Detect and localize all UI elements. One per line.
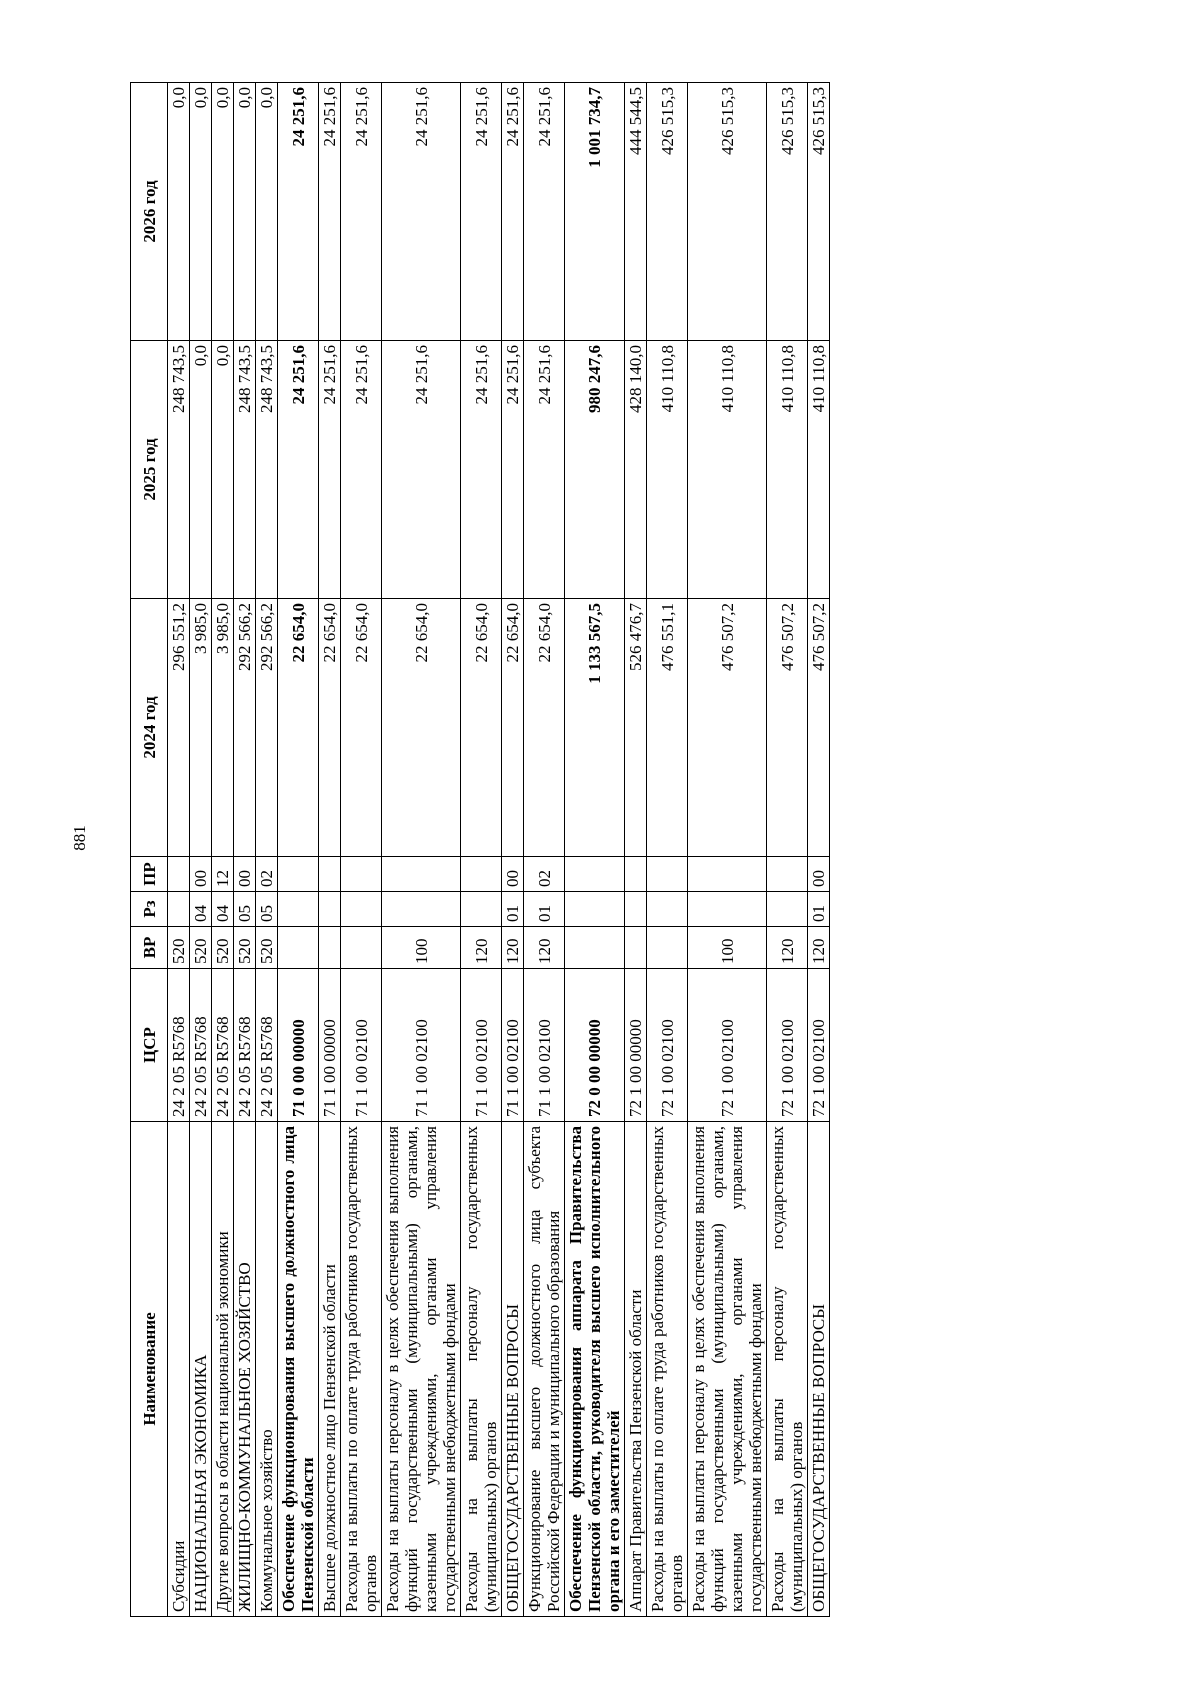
cell-vr: [278, 927, 319, 969]
cell-vr: 520: [168, 927, 190, 969]
cell-2025: 24 251,6: [382, 341, 461, 599]
cell-csr: 71 1 00 02100: [524, 969, 565, 1122]
table-row: [341, 83, 382, 1617]
cell-2024: 476 507,2: [688, 599, 767, 857]
cell-2024: 1 133 567,5: [565, 599, 625, 857]
cell-csr: 71 1 00 02100: [341, 969, 382, 1122]
table-row: [808, 83, 830, 1617]
cell-csr: 24 2 05 R5768: [256, 969, 278, 1122]
cell-rz: 05: [234, 892, 256, 927]
cell-pr: [382, 857, 461, 892]
cell-2024: 22 654,0: [278, 599, 319, 857]
cell-2024: 292 566,2: [234, 599, 256, 857]
cell-2025: 24 251,6: [524, 341, 565, 599]
cell-2024: 476 507,2: [808, 599, 830, 857]
page-number: 881: [70, 825, 89, 851]
cell-rz: 05: [256, 892, 278, 927]
cell-2025: 24 251,6: [319, 341, 341, 599]
cell-pr: [341, 857, 382, 892]
cell-rz: [625, 892, 647, 927]
table-row: [382, 83, 461, 1617]
cell-pr: [278, 857, 319, 892]
cell-csr: 72 1 00 00000: [625, 969, 647, 1122]
cell-name: Функционирование высшего должностного лица субъекта Российской Федерации и муниципального образования: [524, 1122, 565, 1617]
cell-2026: 0,0: [234, 83, 256, 341]
cell-csr: 24 2 05 R5768: [212, 969, 234, 1122]
table-row: [256, 83, 278, 1617]
cell-2025: 980 247,6: [565, 341, 625, 599]
cell-csr: 71 1 00 02100: [461, 969, 502, 1122]
cell-name: Обеспечение функционирования высшего должностного лица Пензенской области: [278, 1122, 319, 1617]
cell-2026: 426 515,3: [688, 83, 767, 341]
cell-2024: 476 507,2: [767, 599, 808, 857]
cell-2024: 296 551,2: [168, 599, 190, 857]
cell-2026: 24 251,6: [319, 83, 341, 341]
cell-2026: 24 251,6: [382, 83, 461, 341]
cell-name: Другие вопросы в области национальной экономики: [212, 1122, 234, 1617]
cell-2025: 410 110,8: [647, 341, 688, 599]
cell-2025: 410 110,8: [808, 341, 830, 599]
cell-2026: 24 251,6: [502, 83, 524, 341]
cell-2025: 248 743,5: [168, 341, 190, 599]
cell-vr: 520: [256, 927, 278, 969]
cell-pr: 12: [212, 857, 234, 892]
cell-csr: 24 2 05 R5768: [168, 969, 190, 1122]
cell-csr: 24 2 05 R5768: [234, 969, 256, 1122]
cell-csr: 72 1 00 02100: [808, 969, 830, 1122]
header-vr: ВР: [131, 927, 168, 969]
cell-rz: [688, 892, 767, 927]
cell-csr: 71 0 00 00000: [278, 969, 319, 1122]
budget-table: [130, 82, 830, 1617]
cell-pr: [647, 857, 688, 892]
cell-csr: 72 1 00 02100: [688, 969, 767, 1122]
cell-pr: [319, 857, 341, 892]
cell-2026: 24 251,6: [461, 83, 502, 341]
cell-2026: 24 251,6: [524, 83, 565, 341]
cell-pr: 02: [256, 857, 278, 892]
cell-2025: 24 251,6: [461, 341, 502, 599]
cell-2026: 0,0: [256, 83, 278, 341]
cell-2024: 526 476,7: [625, 599, 647, 857]
table-row: [319, 83, 341, 1617]
cell-rz: 01: [502, 892, 524, 927]
cell-name: Аппарат Правительства Пензенской области: [625, 1122, 647, 1617]
cell-2024: 3 985,0: [190, 599, 212, 857]
cell-2026: 0,0: [168, 83, 190, 341]
cell-vr: 520: [234, 927, 256, 969]
table-row: [524, 83, 565, 1617]
table-row: [565, 83, 625, 1617]
table-row: [688, 83, 767, 1617]
cell-2024: 22 654,0: [524, 599, 565, 857]
cell-2026: 444 544,5: [625, 83, 647, 341]
cell-vr: [319, 927, 341, 969]
table-row: [461, 83, 502, 1617]
cell-rz: [319, 892, 341, 927]
cell-2025: 24 251,6: [278, 341, 319, 599]
cell-name: Расходы на выплаты персоналу государственных (муниципальных) органов: [461, 1122, 502, 1617]
cell-2025: 428 140,0: [625, 341, 647, 599]
cell-csr: 72 1 00 02100: [767, 969, 808, 1122]
cell-2025: 248 743,5: [256, 341, 278, 599]
cell-name: ОБЩЕГОСУДАРСТВЕННЫЕ ВОПРОСЫ: [808, 1122, 830, 1617]
cell-vr: 120: [767, 927, 808, 969]
cell-rz: [278, 892, 319, 927]
table-row: [190, 83, 212, 1617]
header-2024: 2024 год: [131, 599, 168, 857]
cell-2025: 248 743,5: [234, 341, 256, 599]
cell-name: Высшее должностное лицо Пензенской области: [319, 1122, 341, 1617]
cell-name: Субсидии: [168, 1122, 190, 1617]
cell-pr: [168, 857, 190, 892]
cell-rz: [767, 892, 808, 927]
cell-rz: 04: [212, 892, 234, 927]
cell-name: ЖИЛИЩНО-КОММУНАЛЬНОЕ ХОЗЯЙСТВО: [234, 1122, 256, 1617]
cell-rz: [341, 892, 382, 927]
cell-pr: [625, 857, 647, 892]
header-csr: ЦСР: [131, 969, 168, 1122]
cell-vr: 100: [382, 927, 461, 969]
cell-2026: 426 515,3: [767, 83, 808, 341]
cell-name: Расходы на выплаты персоналу в целях обеспечения выполнения функций государственными (муниципальными) органами, казенными учреждениями, органами управления государственными внебюджетными фондами: [382, 1122, 461, 1617]
cell-rz: 01: [524, 892, 565, 927]
table-row: [625, 83, 647, 1617]
cell-csr: 72 0 00 00000: [565, 969, 625, 1122]
cell-2026: 1 001 734,7: [565, 83, 625, 341]
cell-rz: [461, 892, 502, 927]
cell-2024: 22 654,0: [382, 599, 461, 857]
header-2026: 2026 год: [131, 83, 168, 341]
cell-csr: 24 2 05 R5768: [190, 969, 212, 1122]
cell-2026: 24 251,6: [341, 83, 382, 341]
cell-vr: [647, 927, 688, 969]
cell-vr: 120: [502, 927, 524, 969]
table-row: [502, 83, 524, 1617]
cell-pr: 00: [234, 857, 256, 892]
cell-pr: [565, 857, 625, 892]
cell-2024: 476 551,1: [647, 599, 688, 857]
cell-vr: 520: [190, 927, 212, 969]
header-2025: 2025 год: [131, 341, 168, 599]
cell-rz: 01: [808, 892, 830, 927]
header-name: Наименование: [131, 1122, 168, 1617]
cell-2026: 0,0: [190, 83, 212, 341]
cell-2026: 0,0: [212, 83, 234, 341]
table-row: [168, 83, 190, 1617]
cell-2024: 22 654,0: [341, 599, 382, 857]
cell-vr: [565, 927, 625, 969]
table-row: [647, 83, 688, 1617]
cell-vr: [625, 927, 647, 969]
cell-rz: [168, 892, 190, 927]
cell-2025: 24 251,6: [502, 341, 524, 599]
cell-name: ОБЩЕГОСУДАРСТВЕННЫЕ ВОПРОСЫ: [502, 1122, 524, 1617]
cell-pr: 00: [190, 857, 212, 892]
cell-2026: 426 515,3: [647, 83, 688, 341]
table-header-row: [131, 83, 168, 1617]
cell-vr: 120: [524, 927, 565, 969]
cell-vr: 520: [212, 927, 234, 969]
cell-2025: 0,0: [212, 341, 234, 599]
cell-rz: [382, 892, 461, 927]
cell-2025: 410 110,8: [767, 341, 808, 599]
cell-2025: 410 110,8: [688, 341, 767, 599]
cell-pr: 00: [502, 857, 524, 892]
cell-name: Расходы на выплаты по оплате труда работников государственных органов: [647, 1122, 688, 1617]
cell-vr: 120: [808, 927, 830, 969]
cell-2024: 22 654,0: [461, 599, 502, 857]
cell-pr: [767, 857, 808, 892]
cell-pr: [688, 857, 767, 892]
header-rz: Рз: [131, 892, 168, 927]
rotated-table-wrapper: [130, 82, 1080, 1617]
table-row: [767, 83, 808, 1617]
cell-2025: 0,0: [190, 341, 212, 599]
cell-vr: 120: [461, 927, 502, 969]
cell-name: Коммунальное хозяйство: [256, 1122, 278, 1617]
cell-name: Расходы на выплаты персоналу государственных (муниципальных) органов: [767, 1122, 808, 1617]
table-row: [278, 83, 319, 1617]
cell-rz: [565, 892, 625, 927]
cell-2024: 22 654,0: [502, 599, 524, 857]
cell-csr: 71 1 00 02100: [382, 969, 461, 1122]
cell-2024: 292 566,2: [256, 599, 278, 857]
cell-pr: 00: [808, 857, 830, 892]
cell-2026: 426 515,3: [808, 83, 830, 341]
cell-rz: [647, 892, 688, 927]
cell-pr: [461, 857, 502, 892]
cell-vr: [341, 927, 382, 969]
cell-name: Расходы на выплаты персоналу в целях обеспечения выполнения функций государственными (муниципальными) органами, казенными учреждениями, органами управления государственными внебюджетными фондами: [688, 1122, 767, 1617]
cell-rz: 04: [190, 892, 212, 927]
cell-name: НАЦИОНАЛЬНАЯ ЭКОНОМИКА: [190, 1122, 212, 1617]
header-pr: ПР: [131, 857, 168, 892]
cell-name: Расходы на выплаты по оплате труда работников государственных органов: [341, 1122, 382, 1617]
cell-vr: 100: [688, 927, 767, 969]
cell-2025: 24 251,6: [341, 341, 382, 599]
table-body: [168, 83, 830, 1617]
cell-csr: 71 1 00 00000: [319, 969, 341, 1122]
table-row: [234, 83, 256, 1617]
cell-csr: 71 1 00 02100: [502, 969, 524, 1122]
table-row: [212, 83, 234, 1617]
cell-name: Обеспечение функционирования аппарата Правительства Пензенской области, руководителя высшего исполнительного органа и его заместителей: [565, 1122, 625, 1617]
cell-2026: 24 251,6: [278, 83, 319, 341]
cell-csr: 72 1 00 02100: [647, 969, 688, 1122]
cell-2024: 3 985,0: [212, 599, 234, 857]
cell-2024: 22 654,0: [319, 599, 341, 857]
cell-pr: 02: [524, 857, 565, 892]
